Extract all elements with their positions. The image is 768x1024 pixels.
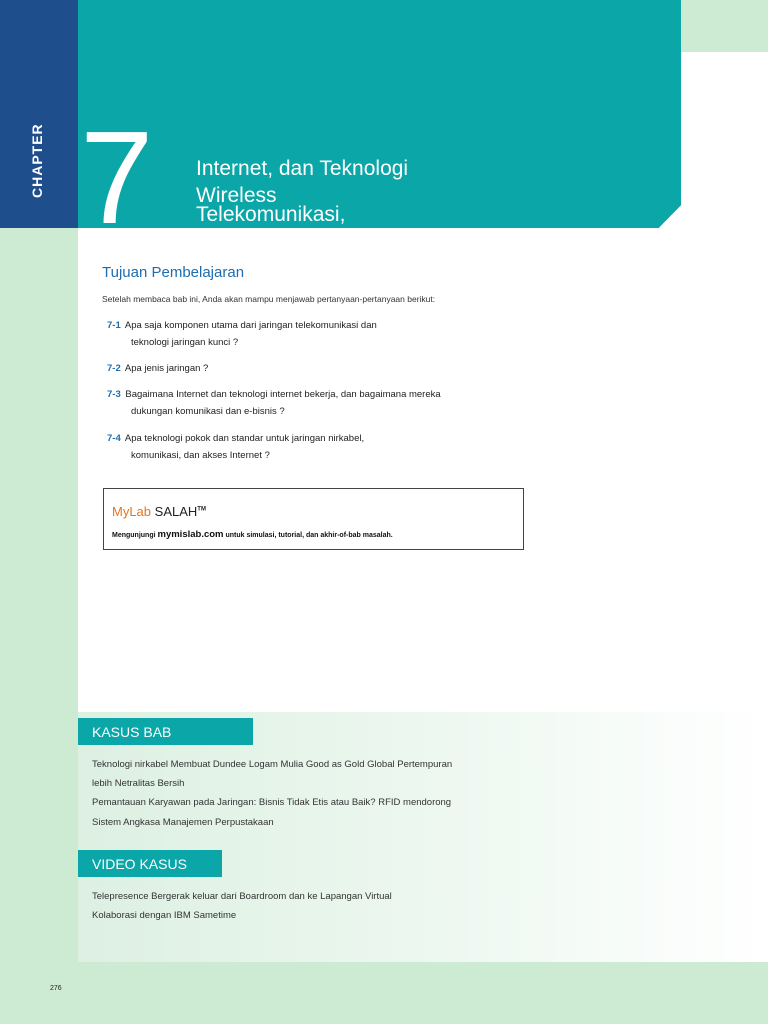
objective-text: Apa jenis jaringan ? [124, 363, 209, 374]
video-case-line: Kolaborasi dengan IBM Sametime [92, 910, 237, 921]
chapter-title-line: Telekomunikasi, [196, 202, 346, 226]
cases-background [78, 712, 768, 962]
video-cases-header: VIDEO KASUS [78, 850, 222, 877]
mylab-suffix: SALAH [154, 504, 198, 519]
chapter-label: CHAPTER [29, 123, 45, 198]
mylab-url-link[interactable]: mymislab.com [157, 529, 224, 540]
objective-item [107, 360, 208, 377]
mylab-title [112, 504, 206, 519]
mylab-brand: MyLab [112, 504, 152, 519]
page-number: 276 [50, 985, 62, 992]
chapter-sidebar [0, 0, 78, 228]
mylab-description [112, 529, 393, 540]
chapter-title-line: Wireless [196, 183, 277, 207]
chapter-title [196, 156, 496, 229]
case-line: Teknologi nirkabel Membuat Dundee Logam Mulia Good as Gold Global Pertempuran [92, 759, 453, 770]
objective-text-continued: komunikasi, dan akses Internet ? [131, 450, 270, 462]
objective-item [107, 430, 364, 464]
case-line: Pemantauan Karyawan pada Jaringan: Bisnis Tidak Etis atau Baik? RFID mendorong [92, 797, 452, 808]
mylab-prefix: Mengunjungi [112, 532, 156, 539]
mylab-rest: untuk simulasi, tutorial, dan akhir-of-bab masalah. [225, 532, 393, 539]
chapter-number: 7 [80, 104, 154, 251]
trademark-mark: TM [197, 506, 206, 513]
chapter-cases-header: KASUS BAB [78, 718, 253, 745]
objective-item [107, 386, 441, 420]
objectives-heading: Tujuan Pembelajaran [102, 264, 245, 281]
objective-text: Bagaimana Internet dan teknologi internet bekerja, dan bagaimana mereka [125, 389, 441, 400]
objective-number: 7-2 [107, 363, 121, 374]
case-line: Sistem Angkasa Manajemen Perpustakaan [92, 817, 274, 828]
objective-text-continued: dukungan komunikasi dan e-bisnis ? [131, 406, 285, 418]
objective-number: 7-4 [107, 433, 121, 444]
objective-text: Apa teknologi pokok dan standar untuk jaringan nirkabel, [124, 433, 365, 444]
objective-text: Apa saja komponen utama dari jaringan telekomunikasi dan [124, 320, 377, 331]
mylab-callout [103, 488, 524, 550]
chapter-title-line: Internet, dan Teknologi [196, 157, 409, 180]
objective-number: 7-3 [107, 389, 121, 400]
objective-number: 7-1 [107, 320, 121, 331]
objectives-intro: Setelah membaca bab ini, Anda akan mampu menjawab pertanyaan-pertanyaan berikut: [102, 294, 436, 304]
case-line: lebih Netralitas Bersih [92, 778, 185, 789]
objective-text-continued: teknologi jaringan kunci ? [131, 337, 239, 349]
objective-item [107, 317, 377, 351]
video-case-line: Telepresence Bergerak keluar dari Boardroom dan ke Lapangan Virtual [92, 891, 392, 902]
